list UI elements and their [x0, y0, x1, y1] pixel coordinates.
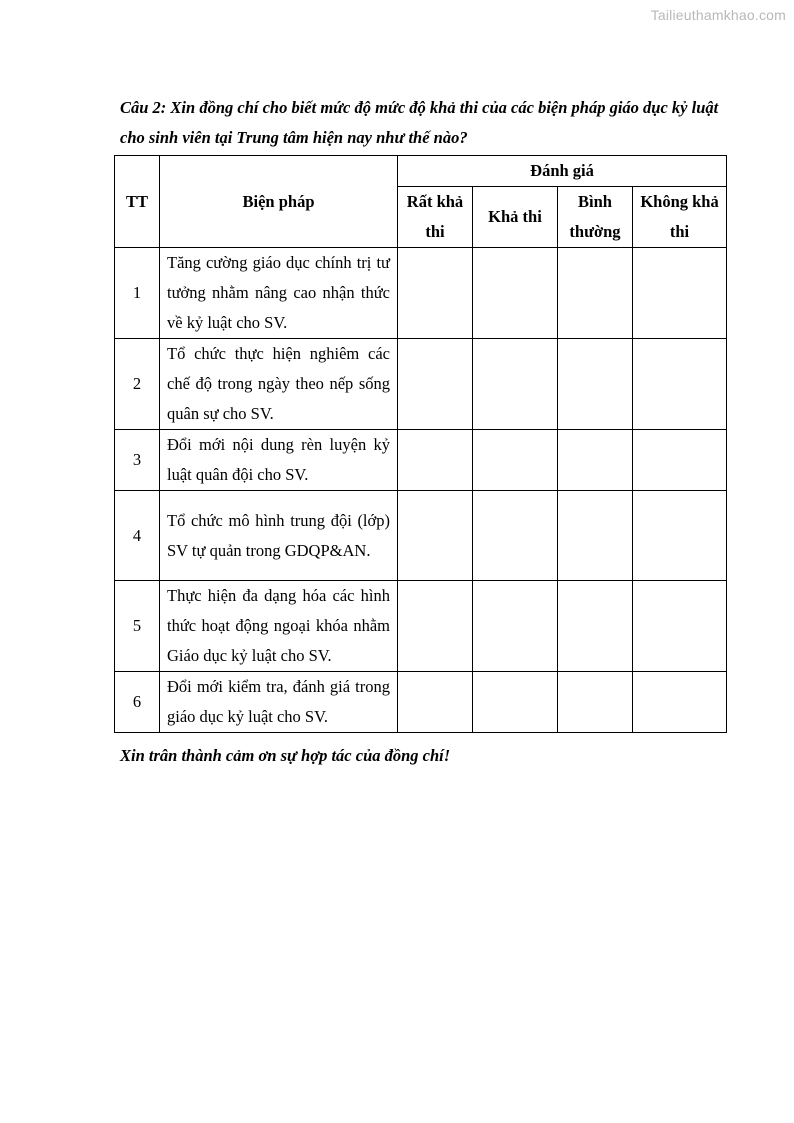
row-measure: Tổ chức thực hiện nghiêm các chế độ trong ngày theo nếp sống quân sự cho SV. — [160, 339, 398, 430]
rating-cell-feasible[interactable] — [473, 339, 558, 430]
rating-cell-normal[interactable] — [558, 581, 633, 672]
header-measure: Biện pháp — [160, 156, 398, 248]
evaluation-table — [114, 155, 727, 733]
question-text: Câu 2: Xin đồng chí cho biết mức độ mức độ khả thi của các biện pháp giáo dục kỷ luật cho sinh viên tại Trung tâm hiện nay như thế nào? — [120, 98, 719, 147]
header-tt: TT — [115, 156, 160, 248]
row-measure: Tăng cường giáo dục chính trị tư tưởng nhằm nâng cao nhận thức về kỷ luật cho SV. — [160, 248, 398, 339]
table-row — [115, 491, 727, 581]
rating-cell-feasible[interactable] — [473, 672, 558, 733]
rating-cell-not-feasible[interactable] — [633, 430, 727, 491]
closing-text: Xin trân thành cảm ơn sự hợp tác của đồng chí! — [120, 746, 451, 765]
row-number: 2 — [115, 339, 160, 430]
row-measure: Thực hiện đa dạng hóa các hình thức hoạt động ngoại khóa nhằm Giáo dục kỷ luật cho SV. — [160, 581, 398, 672]
rating-cell-not-feasible[interactable] — [633, 491, 727, 581]
rating-cell-not-feasible[interactable] — [633, 672, 727, 733]
row-measure: Đổi mới kiểm tra, đánh giá trong giáo dục kỷ luật cho SV. — [160, 672, 398, 733]
row-number: 3 — [115, 430, 160, 491]
row-measure: Tổ chức mô hình trung đội (lớp) SV tự quản trong GDQP&AN. — [160, 491, 398, 581]
table-row — [115, 581, 727, 672]
rating-cell-very-feasible[interactable] — [398, 581, 473, 672]
rating-cell-not-feasible[interactable] — [633, 248, 727, 339]
rating-cell-very-feasible[interactable] — [398, 672, 473, 733]
row-number: 4 — [115, 491, 160, 581]
row-measure: Đổi mới nội dung rèn luyện kỷ luật quân đội cho SV. — [160, 430, 398, 491]
header-rating-feasible: Khả thi — [473, 187, 558, 248]
header-rating-group: Đánh giá — [398, 156, 727, 187]
header-rating-not-feasible: Không khả thi — [633, 187, 727, 248]
rating-cell-normal[interactable] — [558, 339, 633, 430]
table-row — [115, 430, 727, 491]
rating-cell-very-feasible[interactable] — [398, 248, 473, 339]
table-row — [115, 248, 727, 339]
watermark-text: Tailieuthamkhao.com — [650, 7, 786, 23]
row-number: 1 — [115, 248, 160, 339]
table-row — [115, 672, 727, 733]
rating-cell-normal[interactable] — [558, 672, 633, 733]
rating-cell-feasible[interactable] — [473, 491, 558, 581]
header-rating-very-feasible: Rất khả thi — [398, 187, 473, 248]
rating-cell-feasible[interactable] — [473, 581, 558, 672]
rating-cell-very-feasible[interactable] — [398, 339, 473, 430]
rating-cell-not-feasible[interactable] — [633, 339, 727, 430]
row-number: 6 — [115, 672, 160, 733]
rating-cell-normal[interactable] — [558, 491, 633, 581]
rating-cell-feasible[interactable] — [473, 248, 558, 339]
header-rating-normal: Bình thường — [558, 187, 633, 248]
rating-cell-normal[interactable] — [558, 430, 633, 491]
rating-cell-very-feasible[interactable] — [398, 491, 473, 581]
row-number: 5 — [115, 581, 160, 672]
rating-cell-normal[interactable] — [558, 248, 633, 339]
rating-cell-not-feasible[interactable] — [633, 581, 727, 672]
table-row — [115, 339, 727, 430]
rating-cell-very-feasible[interactable] — [398, 430, 473, 491]
rating-cell-feasible[interactable] — [473, 430, 558, 491]
